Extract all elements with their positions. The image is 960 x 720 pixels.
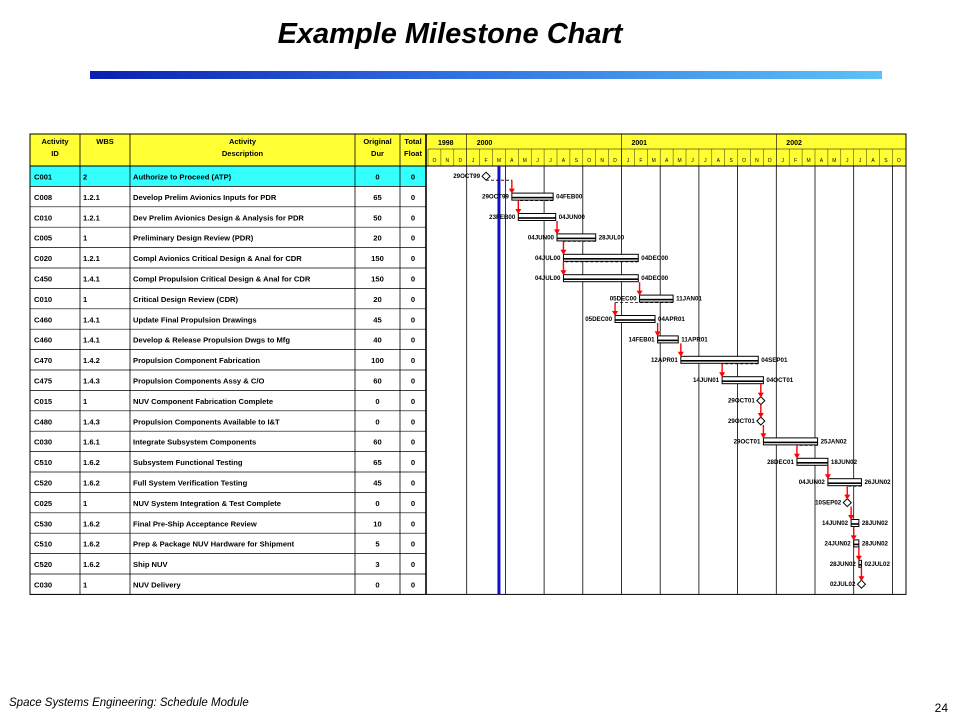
bar-start-date-label: 29OCT99 bbox=[482, 193, 509, 201]
cell-activity-id: C010 bbox=[34, 213, 53, 223]
activity-bar-progress bbox=[518, 217, 555, 219]
dependency-arrow-head bbox=[858, 576, 864, 581]
cell-total-float: 0 bbox=[410, 356, 416, 366]
column-header-float-sub: Float bbox=[404, 149, 422, 158]
cell-duration: 45 bbox=[373, 478, 382, 488]
milestone-marker bbox=[757, 397, 765, 405]
column-header-desc: Activity bbox=[228, 137, 257, 146]
column-header-wbs: WBS bbox=[96, 137, 114, 146]
cell-duration: 65 bbox=[373, 192, 382, 202]
cell-total-float: 0 bbox=[410, 417, 416, 427]
cell-activity-id: C520 bbox=[34, 478, 53, 488]
milestone-date-label: 29OCT01 bbox=[727, 418, 755, 425]
cell-wbs: 1.6.2 bbox=[83, 560, 100, 570]
cell-duration: 5 bbox=[375, 539, 380, 549]
cell-duration: 100 bbox=[371, 356, 384, 366]
month-tick-label: A bbox=[561, 158, 566, 164]
column-header-float: Total bbox=[404, 137, 422, 146]
month-tick-label: D bbox=[458, 158, 463, 164]
month-tick-label: O bbox=[432, 158, 437, 164]
table-row bbox=[34, 234, 625, 243]
activity-bar bbox=[854, 540, 859, 547]
cell-description: Preliminary Design Review (PDR) bbox=[133, 233, 254, 243]
cell-duration: 20 bbox=[373, 233, 382, 243]
cell-wbs: 1.6.1 bbox=[83, 437, 100, 447]
month-tick-label: N bbox=[755, 158, 759, 164]
milestone-date-label: 02JUL02 bbox=[829, 581, 856, 589]
cell-activity-id: C030 bbox=[34, 437, 53, 447]
activity-bar bbox=[851, 520, 859, 527]
month-tick-label: O bbox=[587, 158, 592, 164]
activity-bar-progress bbox=[557, 238, 596, 240]
bar-start-date-label: 29OCT01 bbox=[733, 438, 761, 446]
cell-activity-id: C020 bbox=[34, 254, 53, 264]
table-row bbox=[34, 479, 891, 488]
milestone-date-label: 29OCT01 bbox=[727, 397, 755, 405]
activity-bar bbox=[763, 438, 817, 445]
cell-duration: 20 bbox=[373, 294, 382, 304]
bar-end-date-label: 04APR01 bbox=[658, 316, 685, 323]
cell-wbs: 1 bbox=[83, 396, 88, 406]
cell-description: Develop & Release Propulsion Dwgs to Mfg bbox=[133, 335, 290, 345]
cell-activity-id: C475 bbox=[34, 376, 53, 386]
activity-bar-progress bbox=[640, 299, 674, 301]
bar-end-date-label: 28JUN02 bbox=[861, 540, 889, 548]
bar-end-date-label: 18JUN02 bbox=[830, 458, 858, 466]
cell-total-float: 0 bbox=[410, 274, 416, 284]
cell-duration: 0 bbox=[375, 417, 380, 427]
month-tick-label: D bbox=[768, 158, 772, 164]
cell-description: Propulsion Components Available to I&T bbox=[133, 417, 280, 427]
table-row bbox=[34, 315, 685, 324]
cell-wbs: 2 bbox=[83, 172, 88, 182]
month-tick-label: A bbox=[664, 158, 669, 164]
cell-total-float: 0 bbox=[410, 254, 416, 264]
cell-duration: 0 bbox=[375, 580, 380, 590]
cell-description: Final Pre-Ship Acceptance Review bbox=[133, 519, 257, 529]
month-tick-label: M bbox=[651, 158, 656, 164]
dependency-arrow-head bbox=[758, 393, 764, 398]
table-row bbox=[34, 254, 669, 263]
cell-total-float: 0 bbox=[410, 458, 416, 468]
column-header-dur: Original bbox=[363, 137, 392, 146]
cell-total-float: 0 bbox=[410, 233, 416, 243]
cell-total-float: 0 bbox=[410, 396, 416, 406]
milestone-date-label: 29OCT99 bbox=[453, 173, 481, 181]
cell-activity-id: C015 bbox=[34, 396, 53, 406]
cell-wbs: 1.2.1 bbox=[83, 192, 100, 202]
bar-start-date-label: 14JUN01 bbox=[692, 377, 720, 385]
column-header-dur-sub: Dur bbox=[371, 149, 384, 158]
cell-total-float: 0 bbox=[410, 376, 416, 386]
cell-total-float: 0 bbox=[410, 213, 416, 223]
month-tick-label: M bbox=[496, 158, 502, 164]
activity-bar-progress bbox=[658, 340, 679, 342]
bar-end-date-label: 04DEC00 bbox=[641, 275, 669, 283]
cell-wbs: 1 bbox=[83, 498, 88, 508]
table-row bbox=[34, 295, 702, 304]
bar-end-date-label: 11APR01 bbox=[681, 336, 708, 344]
cell-activity-id: C510 bbox=[34, 458, 53, 468]
cell-wbs: 1.4.3 bbox=[83, 417, 100, 427]
cell-duration: 50 bbox=[373, 213, 382, 223]
cell-description: Full System Verification Testing bbox=[133, 478, 248, 488]
table-row bbox=[34, 417, 765, 426]
cell-description: Compl Avionics Critical Design & Anal for CDR bbox=[133, 254, 302, 264]
activity-bar bbox=[658, 336, 679, 343]
cell-description: Develop Prelim Avionics Inputs for PDR bbox=[133, 192, 277, 202]
cell-activity-id: C010 bbox=[34, 294, 53, 304]
table-row bbox=[34, 356, 788, 365]
table-row bbox=[34, 560, 890, 569]
column-header-id-sub: ID bbox=[51, 149, 59, 158]
bar-end-date-label: 26JUN02 bbox=[864, 479, 891, 487]
table-header-bg bbox=[30, 134, 906, 166]
activity-bar-progress bbox=[615, 319, 655, 321]
milestone-marker bbox=[857, 580, 865, 588]
activity-bar-progress bbox=[563, 278, 638, 280]
cell-duration: 45 bbox=[373, 315, 382, 325]
cell-activity-id: C460 bbox=[34, 315, 53, 325]
cell-total-float: 0 bbox=[410, 294, 416, 304]
cell-duration: 3 bbox=[375, 560, 380, 570]
cell-description: Authorize to Proceed (ATP) bbox=[133, 172, 232, 182]
cell-total-float: 0 bbox=[410, 478, 416, 488]
year-label-2000: 2000 bbox=[476, 140, 493, 147]
month-tick-label: S bbox=[884, 158, 888, 164]
year-label-2001: 2001 bbox=[631, 140, 648, 147]
cell-total-float: 0 bbox=[410, 539, 416, 549]
activity-bar bbox=[640, 295, 674, 302]
column-header-id: Activity bbox=[41, 137, 69, 146]
bar-end-date-label: 04JUN00 bbox=[558, 214, 585, 221]
cell-duration: 0 bbox=[375, 396, 380, 406]
month-tick-label: O bbox=[896, 158, 901, 164]
month-tick-label: F bbox=[794, 158, 798, 164]
cell-description: NUV Delivery bbox=[133, 580, 181, 590]
cell-total-float: 0 bbox=[410, 172, 416, 182]
bar-end-date-label: 04FEB00 bbox=[556, 193, 583, 201]
bar-start-date-label: 04JUL00 bbox=[534, 254, 561, 262]
cell-activity-id: C001 bbox=[34, 172, 53, 182]
dependency-arrow-head bbox=[844, 495, 850, 500]
cell-wbs: 1.4.3 bbox=[83, 376, 100, 386]
activity-bar bbox=[563, 275, 638, 282]
bar-end-date-label: 28JUN02 bbox=[861, 520, 889, 527]
dependency-arrow-head bbox=[758, 413, 764, 418]
cell-description: Propulsion Components Assy & C/O bbox=[133, 376, 265, 386]
cell-total-float: 0 bbox=[410, 335, 416, 345]
month-tick-label: A bbox=[510, 158, 514, 164]
cell-description: Integrate Subsystem Components bbox=[133, 437, 257, 447]
month-tick-label: J bbox=[626, 158, 630, 164]
bar-start-date-label: 23FEB00 bbox=[489, 214, 516, 221]
bar-start-date-label: 04JUL00 bbox=[534, 275, 561, 283]
activity-bar bbox=[512, 193, 553, 200]
month-tick-label: J bbox=[704, 158, 707, 164]
cell-wbs: 1.2.1 bbox=[83, 213, 100, 223]
table-row bbox=[34, 213, 585, 222]
month-tick-label: J bbox=[471, 158, 475, 164]
activity-bar-progress bbox=[828, 482, 862, 484]
month-tick-label: J bbox=[781, 158, 784, 164]
month-tick-label: A bbox=[871, 158, 875, 164]
bar-start-date-label: 04JUN02 bbox=[798, 479, 825, 487]
cell-wbs: 1.4.2 bbox=[83, 356, 100, 366]
milestone-marker bbox=[757, 417, 765, 425]
bar-end-date-label: 28JUL00 bbox=[598, 234, 625, 242]
cell-description: Prep & Package NUV Hardware for Shipment bbox=[133, 539, 295, 549]
milestone-marker bbox=[482, 172, 490, 180]
cell-wbs: 1 bbox=[83, 580, 88, 590]
cell-description: Propulsion Component Fabrication bbox=[133, 356, 260, 366]
activity-bar-progress bbox=[512, 197, 553, 199]
month-tick-label: J bbox=[858, 158, 862, 164]
bar-start-date-label: 05DEC00 bbox=[585, 316, 613, 323]
month-tick-label: M bbox=[806, 158, 811, 164]
cell-description: NUV System Integration & Test Complete bbox=[133, 498, 281, 508]
cell-wbs: 1.2.1 bbox=[83, 254, 100, 264]
activity-bar bbox=[859, 560, 862, 567]
bar-end-date-label: 04OCT01 bbox=[766, 377, 794, 385]
page-number: 24 bbox=[934, 701, 948, 715]
month-tick-label: M bbox=[677, 158, 682, 164]
table-row bbox=[34, 275, 669, 284]
month-tick-label: J bbox=[536, 158, 539, 164]
cell-description: Ship NUV bbox=[133, 560, 168, 570]
cell-activity-id: C460 bbox=[34, 335, 53, 345]
cell-total-float: 0 bbox=[410, 519, 416, 529]
bar-start-date-label: 28JUN02 bbox=[829, 560, 856, 568]
cell-activity-id: C005 bbox=[34, 233, 53, 243]
bar-end-date-label: 04SEP01 bbox=[761, 356, 788, 364]
cell-duration: 150 bbox=[371, 274, 384, 284]
milestone-date-label: 10SEP02 bbox=[815, 499, 842, 507]
activity-bar bbox=[797, 458, 828, 465]
cell-description: Subsystem Functional Testing bbox=[133, 458, 243, 468]
bar-start-date-label: 04JUN00 bbox=[527, 234, 554, 242]
cell-duration: 0 bbox=[375, 172, 380, 182]
cell-description: NUV Component Fabrication Complete bbox=[133, 396, 274, 406]
cell-wbs: 1.6.2 bbox=[83, 539, 100, 549]
footer-text: Space Systems Engineering: Schedule Module bbox=[9, 697, 249, 709]
cell-total-float: 0 bbox=[410, 560, 416, 570]
bar-start-date-label: 14JUN02 bbox=[821, 520, 849, 527]
cell-total-float: 0 bbox=[410, 315, 416, 325]
month-tick-label: M bbox=[832, 158, 837, 164]
bar-start-date-label: 14FEB01 bbox=[628, 336, 655, 344]
year-label-2002: 2002 bbox=[786, 140, 802, 147]
bar-start-date-label: 28DEC01 bbox=[767, 458, 794, 466]
activity-bar bbox=[615, 316, 655, 323]
activity-bar bbox=[518, 214, 555, 221]
milestone-marker bbox=[843, 499, 851, 507]
activity-bar-progress bbox=[854, 544, 859, 546]
cell-description: Compl Propulsion Critical Design & Anal for CDR bbox=[133, 274, 311, 284]
cell-activity-id: C530 bbox=[34, 519, 53, 529]
month-tick-label: O bbox=[742, 158, 746, 164]
activity-bar bbox=[681, 356, 758, 363]
cell-wbs: 1.6.2 bbox=[83, 458, 100, 468]
bar-start-date-label: 24JUN02 bbox=[824, 540, 851, 548]
activity-bar bbox=[557, 234, 596, 241]
cell-wbs: 1.6.2 bbox=[83, 519, 100, 529]
cell-activity-id: C030 bbox=[34, 580, 53, 590]
cell-wbs: 1 bbox=[83, 294, 88, 304]
table-row bbox=[34, 519, 889, 528]
month-tick-label: N bbox=[445, 158, 450, 164]
cell-total-float: 0 bbox=[410, 437, 416, 447]
table-row bbox=[34, 499, 851, 508]
cell-duration: 60 bbox=[373, 437, 382, 447]
activity-bar-progress bbox=[681, 360, 758, 362]
cell-duration: 65 bbox=[373, 458, 382, 468]
month-tick-label: F bbox=[484, 158, 488, 164]
cell-wbs: 1 bbox=[83, 233, 88, 243]
month-tick-label: J bbox=[846, 158, 849, 164]
cell-activity-id: C470 bbox=[34, 356, 53, 366]
cell-duration: 40 bbox=[373, 335, 382, 345]
activity-bar-progress bbox=[722, 380, 763, 382]
table-row bbox=[34, 193, 583, 202]
cell-duration: 0 bbox=[375, 498, 380, 508]
table-row bbox=[34, 397, 765, 406]
table-row bbox=[34, 458, 858, 467]
page-title: Example Milestone Chart bbox=[277, 18, 623, 50]
month-tick-label: D bbox=[613, 158, 617, 164]
cell-total-float: 0 bbox=[410, 580, 416, 590]
activity-bar-progress bbox=[763, 442, 817, 444]
month-tick-label: A bbox=[716, 158, 720, 164]
month-tick-label: N bbox=[600, 158, 604, 164]
cell-duration: 150 bbox=[371, 254, 384, 264]
activity-bar-progress bbox=[563, 258, 638, 260]
table-row bbox=[34, 438, 847, 447]
cell-wbs: 1.4.1 bbox=[83, 335, 100, 345]
bar-end-date-label: 02JUL02 bbox=[864, 560, 890, 568]
bar-end-date-label: 11JAN01 bbox=[676, 295, 702, 303]
cell-wbs: 1.6.2 bbox=[83, 478, 100, 488]
activity-bar bbox=[828, 479, 862, 486]
activity-bar bbox=[722, 377, 763, 384]
cell-description: Critical Design Review (CDR) bbox=[133, 294, 239, 304]
cell-duration: 10 bbox=[373, 519, 382, 529]
activity-bar-progress bbox=[851, 523, 859, 525]
table-row bbox=[34, 377, 794, 386]
activity-bar-progress bbox=[797, 462, 828, 464]
bar-end-date-label: 25JAN02 bbox=[820, 438, 847, 446]
cell-wbs: 1.4.1 bbox=[83, 315, 100, 325]
cell-activity-id: C520 bbox=[34, 560, 53, 570]
month-tick-label: F bbox=[639, 158, 643, 164]
column-header-desc-sub: Description bbox=[221, 149, 264, 158]
cell-total-float: 0 bbox=[410, 192, 416, 202]
cell-description: Dev Prelim Avionics Design & Analysis for PDR bbox=[133, 213, 304, 223]
cell-activity-id: C480 bbox=[34, 417, 53, 427]
activity-bar bbox=[563, 254, 638, 261]
table-row bbox=[34, 580, 865, 589]
cell-duration: 60 bbox=[373, 376, 382, 386]
month-tick-label: J bbox=[691, 158, 694, 164]
bar-end-date-label: 04DEC00 bbox=[641, 254, 669, 262]
cell-activity-id: C510 bbox=[34, 539, 53, 549]
cell-activity-id: C008 bbox=[34, 192, 53, 202]
table-row bbox=[34, 540, 889, 549]
month-tick-label: M bbox=[522, 158, 527, 164]
cell-total-float: 0 bbox=[410, 498, 416, 508]
cell-activity-id: C025 bbox=[34, 498, 53, 508]
month-tick-label: A bbox=[819, 158, 824, 164]
bar-start-date-label: 12APR01 bbox=[650, 356, 678, 364]
cell-activity-id: C450 bbox=[34, 274, 53, 284]
bar-start-date-label: 05DEC00 bbox=[609, 295, 637, 303]
year-label-1998: 1998 bbox=[438, 140, 454, 147]
month-tick-label: J bbox=[549, 158, 552, 164]
month-tick-label: S bbox=[574, 158, 579, 164]
cell-description: Update Final Propulsion Drawings bbox=[133, 315, 257, 325]
cell-wbs: 1.4.1 bbox=[83, 274, 100, 284]
table-row bbox=[34, 336, 708, 345]
month-tick-label: S bbox=[729, 158, 733, 164]
activity-bar-progress bbox=[859, 564, 862, 566]
